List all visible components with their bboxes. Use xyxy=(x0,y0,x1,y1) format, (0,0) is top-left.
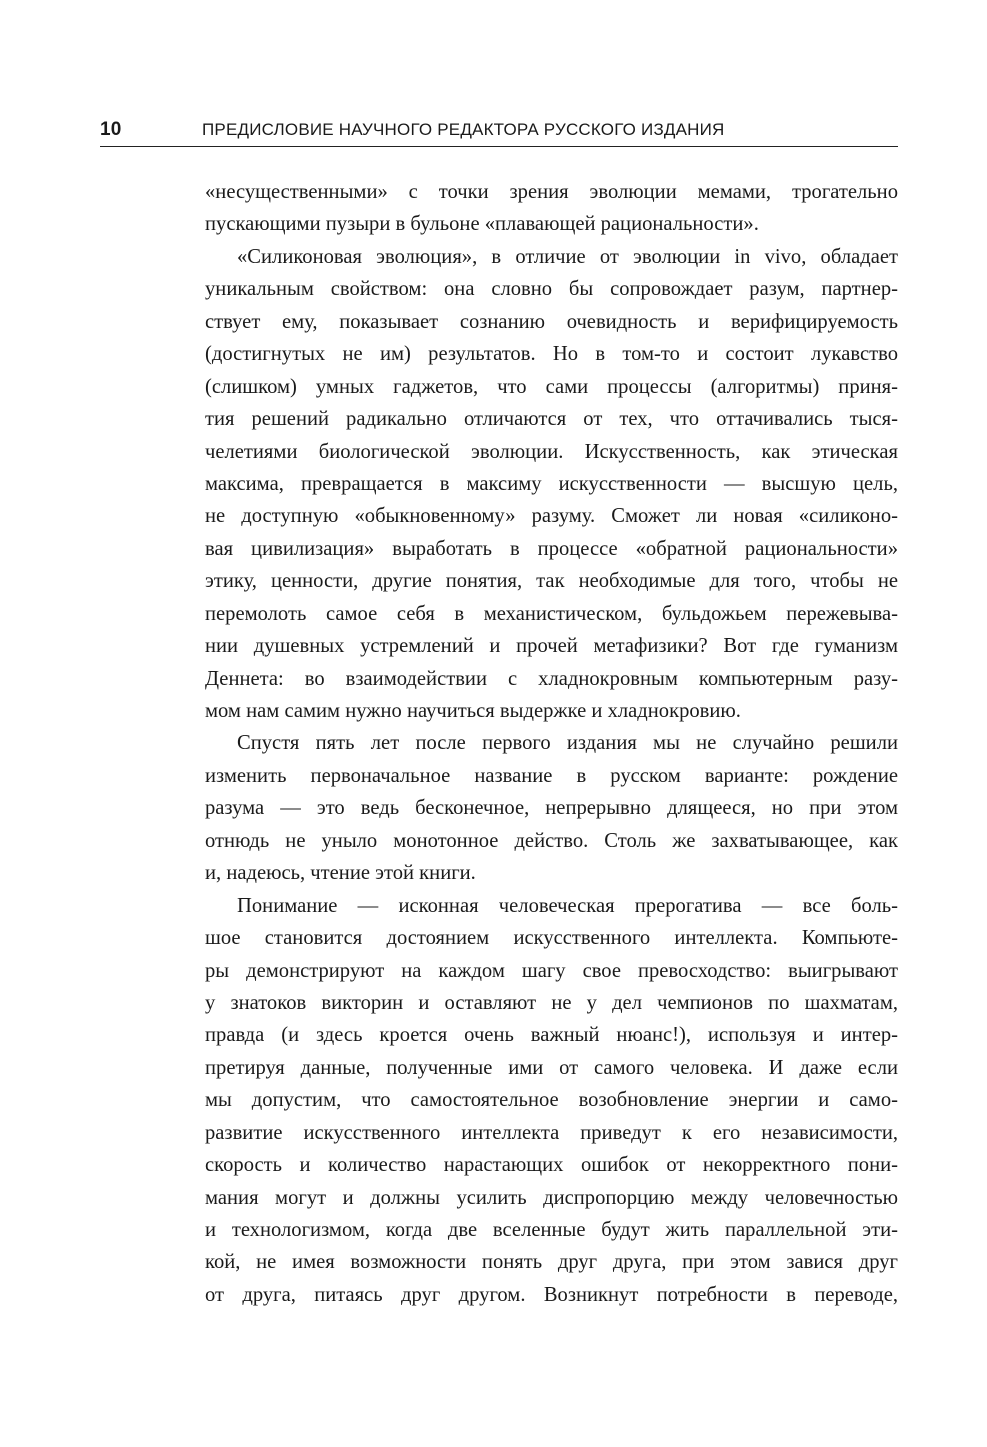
text-line: ствует ему, показывает сознанию очевидность и верифицируемость xyxy=(205,310,898,333)
text-line: шое становится достоянием искусственного интеллекта. Компьюте- xyxy=(205,927,898,950)
text-line: претируя данные, полученные ими от самого человека. И даже если xyxy=(205,1056,898,1079)
text-line: пускающими пузыри в бульоне «плавающей рациональности». xyxy=(205,213,759,236)
section-title: ПРЕДИСЛОВИЕ НАУЧНОГО РЕДАКТОРА РУССКОГО ИЗДАНИЯ xyxy=(202,120,725,139)
text-line: кой, не имея возможности понять друг друга, при этом завися друг xyxy=(205,1251,898,1274)
text-line: челетиями биологической эволюции. Искусственность, как этическая xyxy=(205,440,898,463)
text-line: вая цивилизация» выработать в процессе «обратной рациональности» xyxy=(205,537,898,560)
text-line: мом нам самим нужно научиться выдержке и хладнокровию. xyxy=(205,700,741,722)
text-line: Понимание — исконная человеческая прерогатива — все боль- xyxy=(237,894,898,917)
body-text xyxy=(205,176,898,1311)
text-line: развитие искусственного интеллекта приведут к его независимости, xyxy=(205,1121,898,1144)
text-line: нии душевных устремлений и прочей метафизики? Вот где гуманизм xyxy=(205,635,898,658)
text-line: Спустя пять лет после первого издания мы не случайно решили xyxy=(237,732,898,755)
paragraph xyxy=(205,241,898,728)
paragraph xyxy=(205,890,898,1312)
text-line: (слишком) умных гаджетов, что сами процессы (алгоритмы) приня- xyxy=(205,375,898,398)
text-line: от друга, питаясь друг другом. Возникнут потребности в переводе, xyxy=(205,1283,898,1306)
text-line: мания могут и должны усилить диспропорцию между человечностью xyxy=(205,1186,898,1209)
text-line: максима, превращается в максиму искусственности — высшую цель, xyxy=(205,472,898,495)
text-line: «несущественными» с точки зрения эволюции мемами, трогательно xyxy=(205,181,898,203)
text-line: и технологизмом, когда две вселенные будут жить параллельной эти- xyxy=(205,1219,898,1241)
text-line: тия решений радикально отличаются от тех, что оттачивались тыся- xyxy=(205,408,898,431)
text-line: ры демонстрируют на каждом шагу свое превосходство: выигрывают xyxy=(205,959,898,982)
text-line: Деннета: во взаимодействии с хладнокровным компьютерным разу- xyxy=(205,667,898,690)
text-line: (достигнутых не им) результатов. Но в том-то и состоит лукавство xyxy=(205,343,898,366)
paragraph xyxy=(205,176,898,241)
paragraph xyxy=(205,727,898,889)
text-line: у знатоков викторин и оставляют не у дел чемпионов по шахматам, xyxy=(205,991,898,1014)
text-line: и, надеюсь, чтение этой книги. xyxy=(205,862,476,885)
page-number: 10 xyxy=(100,119,122,140)
text-line: скорость и количество нарастающих ошибок от некорректного пони- xyxy=(205,1154,898,1177)
text-line: правда (и здесь кроется очень важный нюанс!), используя и интер- xyxy=(205,1024,898,1047)
text-line: отнюдь не уныло монотонное действо. Столь же захватывающее, как xyxy=(205,829,898,852)
text-line: мы допустим, что самостоятельное возобновление энергии и само- xyxy=(205,1089,898,1112)
running-header xyxy=(100,112,898,147)
text-line: «Силиконовая эволюция», в отличие от эволюции in vivo, обладает xyxy=(237,245,898,268)
text-line: не доступную «обыкновенному» разуму. Сможет ли новая «силиконо- xyxy=(205,505,898,528)
text-line: уникальным свойством: она словно бы сопровождает разум, партнер- xyxy=(205,278,898,301)
text-line: изменить первоначальное название в русском варианте: рождение xyxy=(205,764,898,787)
text-line: этику, ценности, другие понятия, так необходимые для того, чтобы не xyxy=(205,570,898,593)
text-line: разума — это ведь бесконечное, непрерывно длящееся, но при этом xyxy=(205,797,898,820)
text-line: перемолоть самое себя в механистическом, бульдожьем пережевыва- xyxy=(205,602,898,625)
